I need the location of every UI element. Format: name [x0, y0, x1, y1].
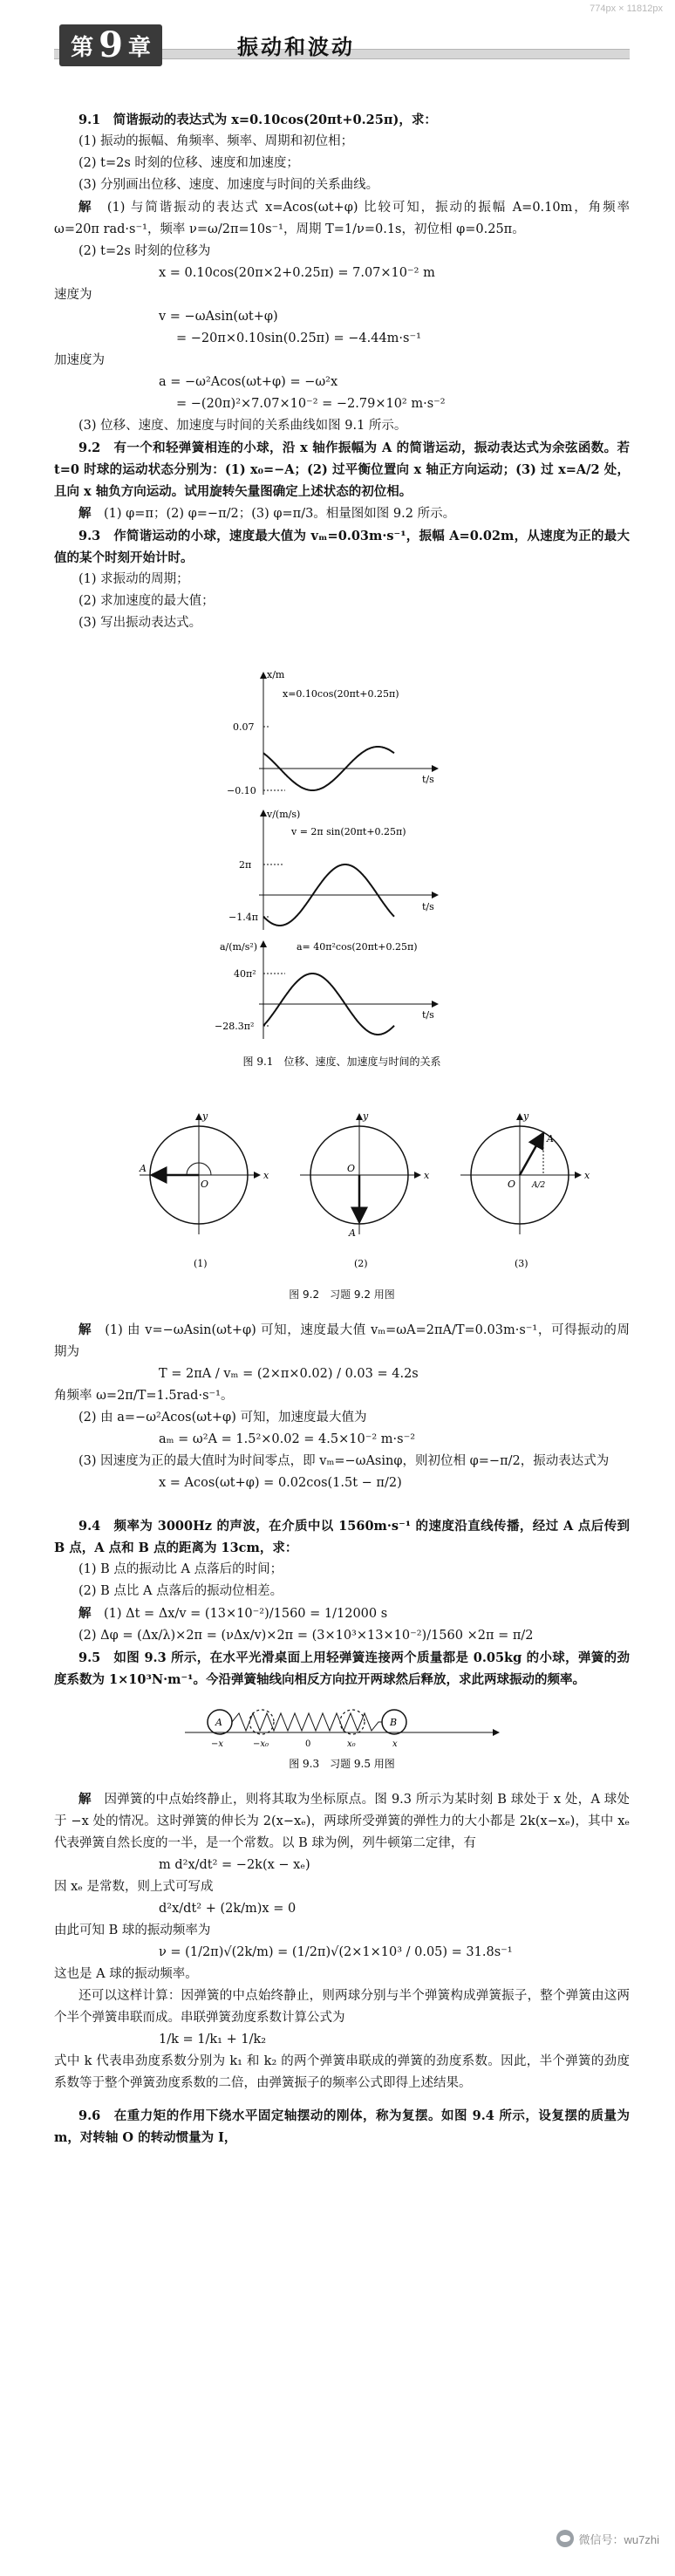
solution-9-3-part3: (3) 因速度为正的最大值时为时间零点，即 vₘ=−ωAsinφ，则初位相 φ=−π/2，振动表达式为 — [78, 1454, 610, 1468]
solution-text: (1) 与简谐振动的表达式 x=Acos(ωt+φ) 比较可知，振动的振幅 A=0.10m，角频率 ω=20π rad·s⁻¹，频率 ν=ω/2π=10s⁻¹，周期 T=1/ν=0.1s，初位相 φ=0.25π。 — [54, 201, 631, 236]
velocity-tick-label-1: 2π — [239, 859, 252, 871]
tick-neg-x0: −x₀ — [253, 1739, 269, 1749]
velocity-ylabel: v/(m/s) — [267, 809, 301, 820]
solution-text: 因弹簧的中点始终静止，则将其取为坐标原点。图 9.3 所示为某时刻 B 球处于 x 处，A 球处于 −x 处的情况。这时弹簧的伸长为 2(x−xₑ)，两球所受弹簧的弹性力的大小都是 2k(x−xₑ)，其中 xₑ 代表弹簧自然长度的一半，是一个常数。以 B 球为例，列牛顿第二定律，有 — [54, 1793, 631, 1850]
problem-9-1-item: (2) t=2s 时刻的位移、速度和加速度； — [78, 156, 299, 170]
solution-label: 解 — [78, 200, 93, 215]
problem-9-1: 9.1 简谐振动的表达式为 x=0.10cos(20πt+0.25π)，求： — [78, 113, 437, 127]
velocity-label: 速度为 — [54, 288, 92, 302]
equation-velocity-1: v = −ωAsin(ωt+φ) — [159, 310, 278, 324]
problem-9-3-item: (2) 求加速度的最大值； — [78, 594, 215, 608]
solution-9-5-part6: 式中 k 代表串劲度系数分别为 k₁ 和 k₂ 的两个弹簧串联成的弹簧的劲度系数。因此，半个弹簧的劲度系数等于整个弹簧劲度系数的二倍，由弹簧振子的频率公式即得上述结果。 — [54, 2054, 630, 2090]
acceleration-ylabel: a/(m/s²) — [220, 941, 258, 953]
axis-x-label: x — [424, 1170, 430, 1181]
chapter-header — [54, 24, 630, 73]
velocity-formula: v = 2π sin(20πt+0.25π) — [291, 826, 406, 837]
phasor-diagram-1 — [139, 1110, 269, 1269]
tick-x0: x₀ — [347, 1739, 356, 1749]
equation-newton: m d²x/dt² = −2k(x − xₑ) — [159, 1858, 310, 1872]
tick-origin: 0 — [305, 1739, 311, 1749]
origin-label: O — [201, 1179, 209, 1190]
solution-9-5-part4: 这也是 A 球的振动频率。 — [54, 1967, 198, 1981]
tick-x: x — [392, 1739, 398, 1749]
equation-differential: d²x/dt² + (2k/m)x = 0 — [159, 1902, 297, 1916]
chapter-number: 9 — [99, 24, 123, 65]
axis-x-label: x — [263, 1170, 269, 1181]
problem-9-3: 9.3 作简谐运动的小球，速度最大值为 vₘ=0.03m·s⁻¹，振幅 A=0.02m，从速度为正的最大值的某个时刻开始计时。 — [54, 529, 630, 565]
origin-label: O — [508, 1179, 516, 1190]
solution-label: 解 — [78, 1792, 92, 1807]
wechat-icon — [556, 2530, 574, 2547]
equation-acceleration-2: = −(20π)²×7.07×10⁻² = −2.79×10² m·s⁻² — [176, 397, 446, 411]
amplitude-label: A — [349, 1227, 356, 1239]
equation-displacement: x = 0.10cos(20π×2+0.25π) = 7.07×10⁻² m — [159, 266, 435, 280]
solution-text: (1) Δt = Δx/v = (13×10⁻²)/1560 = 1/12000 s — [104, 1607, 388, 1621]
problem-9-3-item: (1) 求振动的周期； — [78, 572, 189, 586]
figure-9-3 — [54, 1691, 630, 1774]
figure-9-2 — [54, 1088, 630, 1280]
solution-9-5-part2: 因 xₑ 是常数，则上式可写成 — [54, 1880, 214, 1894]
figure-9-2-caption: 图 9.2 习题 9.2 用图 — [289, 1288, 395, 1301]
ball-a-label: A — [215, 1717, 222, 1728]
solution-label: 解 — [78, 1606, 92, 1621]
angular-frequency: 角频率 ω=2π/T=1.5rad·s⁻¹。 — [54, 1389, 234, 1403]
figure-9-3-caption: 图 9.3 习题 9.5 用图 — [289, 1758, 395, 1770]
diagram-label-2: (2) — [354, 1258, 368, 1269]
problem-9-4-item: (2) B 点比 A 点落后的振动位相差。 — [78, 1584, 283, 1598]
watermark — [556, 2530, 659, 2547]
axis-y-label: y — [363, 1110, 369, 1122]
equation-oscillation: x = Acos(ωt+φ) = 0.02cos(1.5t − π/2) — [159, 1476, 402, 1490]
acceleration-label: 加速度为 — [54, 353, 105, 367]
equation-acceleration-1: a = −ω²Acos(ωt+φ) = −ω²x — [159, 375, 338, 389]
velocity-tick-label-2: −1.4π — [228, 912, 258, 923]
ball-b-label: B — [390, 1717, 398, 1728]
acceleration-formula: a= 40π²cos(20πt+0.25π) — [297, 941, 418, 953]
figure-9-1 — [54, 655, 630, 1074]
amplitude-label: A — [140, 1163, 147, 1174]
velocity-plot — [228, 809, 438, 930]
displacement-plot — [227, 669, 438, 796]
solution-9-2 — [54, 502, 630, 525]
solution-9-5-part1 — [54, 1788, 630, 1855]
chapter-prefix: 第 — [71, 34, 94, 61]
problem-9-1-item: (3) 分别画出位移、速度、加速度与时间的关系曲线。 — [78, 178, 379, 192]
watermark-text: 微信号：wu7zhi — [578, 2532, 659, 2546]
solution-9-3-part2: (2) 由 a=−ω²Acos(ωt+φ) 可知，加速度最大值为 — [78, 1411, 367, 1425]
solution-text: (1) φ=π；(2) φ=−π/2；(3) φ=π/3。相量图如图 9.2 所示。 — [104, 507, 456, 521]
axis-y-label: y — [523, 1110, 529, 1122]
solution-label: 解 — [78, 506, 92, 521]
problem-9-5: 9.5 如图 9.3 所示，在水平光滑桌面上用轻弹簧连接两个质量都是 0.05kg 的小球，弹簧的劲度系数为 1×10³N·m⁻¹。今沿弹簧轴线向相反方向拉开两球然后释放，求此两球振动的频率。 — [54, 1650, 630, 1687]
axis-x-label: x — [584, 1170, 590, 1181]
problem-9-1-item: (1) 振动的振幅、角频率、频率、周期和初位相； — [78, 134, 354, 148]
equation-max-acceleration: aₘ = ω²A = 1.5²×0.02 = 4.5×10⁻² m·s⁻² — [159, 1432, 416, 1446]
diagram-label-3: (3) — [515, 1258, 528, 1269]
acceleration-xlabel: t/s — [422, 1009, 434, 1021]
phasor-diagram-2 — [300, 1110, 430, 1269]
solution-label: 解 — [78, 1322, 92, 1337]
tick-neg-x: −x — [211, 1739, 224, 1749]
page-content — [54, 109, 630, 2149]
phasor-diagram-3 — [460, 1110, 590, 1269]
solution-9-4-part2: (2) Δφ = (Δx/λ)×2π = (νΔx/v)×2π = (3×10³×13×10⁻²)/1560 ×2π = π/2 — [78, 1629, 534, 1643]
equation-series-spring: 1/k = 1/k₁ + 1/k₂ — [159, 2033, 267, 2046]
problem-9-6: 9.6 在重力矩的作用下绕水平固定轴摆动的刚体，称为复摆。如图 9.4 所示，设复摆的质量为 m，对转轴 O 的转动惯量为 I， — [54, 2108, 630, 2145]
axis-y-label: y — [202, 1110, 208, 1122]
solution-9-5-part3: 由此可知 B 球的振动频率为 — [54, 1923, 211, 1937]
spring — [232, 1713, 382, 1731]
equation-period: T = 2πA / vₘ = (2×π×0.02) / 0.03 = 4.2s — [159, 1367, 419, 1381]
solution-9-3-part1 — [54, 1319, 630, 1363]
half-amplitude-label: A/2 — [532, 1181, 546, 1190]
displacement-ylabel: x/m — [267, 669, 285, 680]
acceleration-tick-label-1: 40π² — [234, 968, 256, 980]
problem-9-4: 9.4 频率为 3000Hz 的声波，在介质中以 1560m·s⁻¹ 的速度沿直线传播，经过 A 点后传到 B 点，A 点和 B 点的距离为 13cm，求： — [54, 1519, 630, 1555]
solution-9-1-part1 — [54, 196, 630, 241]
solution-9-1-part3: (3) 位移、速度、加速度与时间的关系曲线如图 9.1 所示。 — [78, 419, 407, 433]
image-size-label: 774px × 11812px — [590, 3, 663, 14]
displacement-tick-label-1: 0.07 — [233, 721, 255, 733]
chapter-badge — [59, 24, 162, 66]
chapter-title: 振动和波动 — [237, 35, 355, 59]
velocity-xlabel: t/s — [422, 901, 434, 912]
amplitude-label: A — [547, 1133, 554, 1145]
solution-9-1-part2: (2) t=2s 时刻的位移为 — [78, 244, 211, 258]
chapter-suffix: 章 — [127, 34, 151, 61]
solution-9-5-part5: 还可以这样计算：因弹簧的中点始终静止，则两球分别与半个弹簧构成弹簧振子，整个弹簧由这两个半个弹簧串联而成。串联弹簧劲度系数计算公式为 — [54, 1989, 630, 2025]
problem-9-2: 9.2 有一个和轻弹簧相连的小球，沿 x 轴作振幅为 A 的简谐运动，振动表达式为余弦函数。若 t=0 时球的运动状态分别为：(1) x₀=−A；(2) 过平衡位置向 x 轴正方向运动；(3) 过 x=A/2 处，且向 x 轴负方向运动。试用旋转矢量图确定上述状态的初位相。 — [54, 441, 630, 499]
displacement-formula: x=0.10cos(20πt+0.25π) — [283, 688, 399, 700]
displacement-xlabel: t/s — [422, 774, 434, 785]
solution-text: (1) 由 v=−ωAsin(ωt+φ) 可知，速度最大值 vₘ=ωA=2πA/T=0.03m·s⁻¹，可得振动的周期为 — [54, 1323, 630, 1359]
solution-9-4-part1 — [54, 1602, 630, 1625]
problem-9-3-item: (3) 写出振动表达式。 — [78, 616, 202, 630]
acceleration-plot — [215, 941, 438, 1039]
problem-9-4-item: (1) B 点的振动比 A 点落后的时间； — [78, 1562, 283, 1576]
figure-9-1-caption: 图 9.1 位移、速度、加速度与时间的关系 — [242, 1056, 441, 1068]
diagram-label-1: (1) — [194, 1258, 208, 1269]
equation-velocity-2: = −20π×0.10sin(0.25π) = −4.44m·s⁻¹ — [176, 331, 421, 345]
origin-label: O — [347, 1163, 356, 1174]
equation-frequency: ν = (1/2π)√(2k/m) = (1/2π)√(2×1×10³ / 0.05) = 31.8s⁻¹ — [159, 1945, 513, 1959]
acceleration-tick-label-2: −28.3π² — [215, 1021, 255, 1032]
displacement-tick-label-2: −0.10 — [227, 785, 256, 796]
